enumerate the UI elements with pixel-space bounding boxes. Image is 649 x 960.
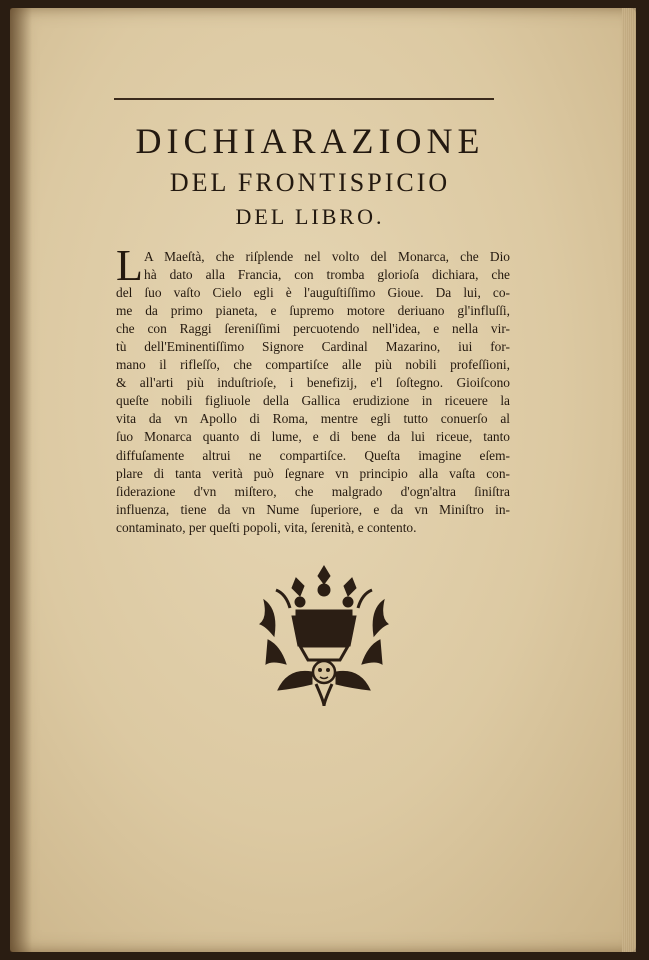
text-line: che con Raggi ſereniſſimi percuotendo nell'idea, e nella vir- <box>116 321 510 337</box>
text-line: queſte nobili figliuole della Gallica erudizione in riceuere la <box>116 393 510 409</box>
heading-line-1: DICHIARAZIONE <box>135 121 485 161</box>
book-page <box>10 8 636 952</box>
page-fore-edge <box>622 8 636 952</box>
text-line: mano il rifleſſo, che compartiſce alle più nobili profeſſioni, <box>116 357 510 373</box>
body-paragraph <box>116 241 510 537</box>
text-line: & all'arti più induſtrioſe, i benefizij, e'l ſoſtegno. Gioiſcono <box>116 375 510 391</box>
text-line: influenza, tiene da vn Nume ſuperiore, e da vn Miniſtro in- <box>116 501 510 517</box>
text-line: hà dato alla Francia, con tromba glorioſa dichiara, che <box>144 267 510 283</box>
text-line: plare di tanta verità può ſegnare vn principio alla vaſta con- <box>116 465 510 481</box>
drop-cap: L <box>116 241 143 290</box>
text-line: del ſuo vaſto Cielo egli è l'auguſtiſſimo Gioue. Da lui, co- <box>116 285 510 301</box>
text-line: ſiderazione d'vn miſtero, che malgrado d'ogn'altra ſiniſtra <box>116 483 510 499</box>
text-line: ſuo Monarca quanto di lume, e di bene da lui riceue, tanto <box>116 429 510 445</box>
heading-line-2: DEL FRONTISPICIO <box>169 168 451 197</box>
text-line: contaminato, per queſti popoli, vita, ſerenità, e contento. <box>116 519 417 535</box>
text-line: A Maeſtà, che riſplende nel volto del Monarca, che Dio <box>144 249 510 264</box>
text-line: tù dell'Eminentiſſimo Signore Cardinal Mazarino, iui for- <box>116 339 510 355</box>
text-line: vita da vn Apollo di Roma, mentre egli tutto conuerſo al <box>116 411 510 427</box>
text-line: diffuſamente altrui ne compartiſce. Queſta imagine eſem- <box>116 447 510 463</box>
crowned-cherub-vase-ornament-icon <box>256 560 392 710</box>
text-line: me da primo pianeta, e ſupremo motore deriuano gl'influſſi, <box>116 303 510 319</box>
heading-rule <box>114 98 494 100</box>
heading-line-3: DEL LIBRO. <box>235 204 385 229</box>
